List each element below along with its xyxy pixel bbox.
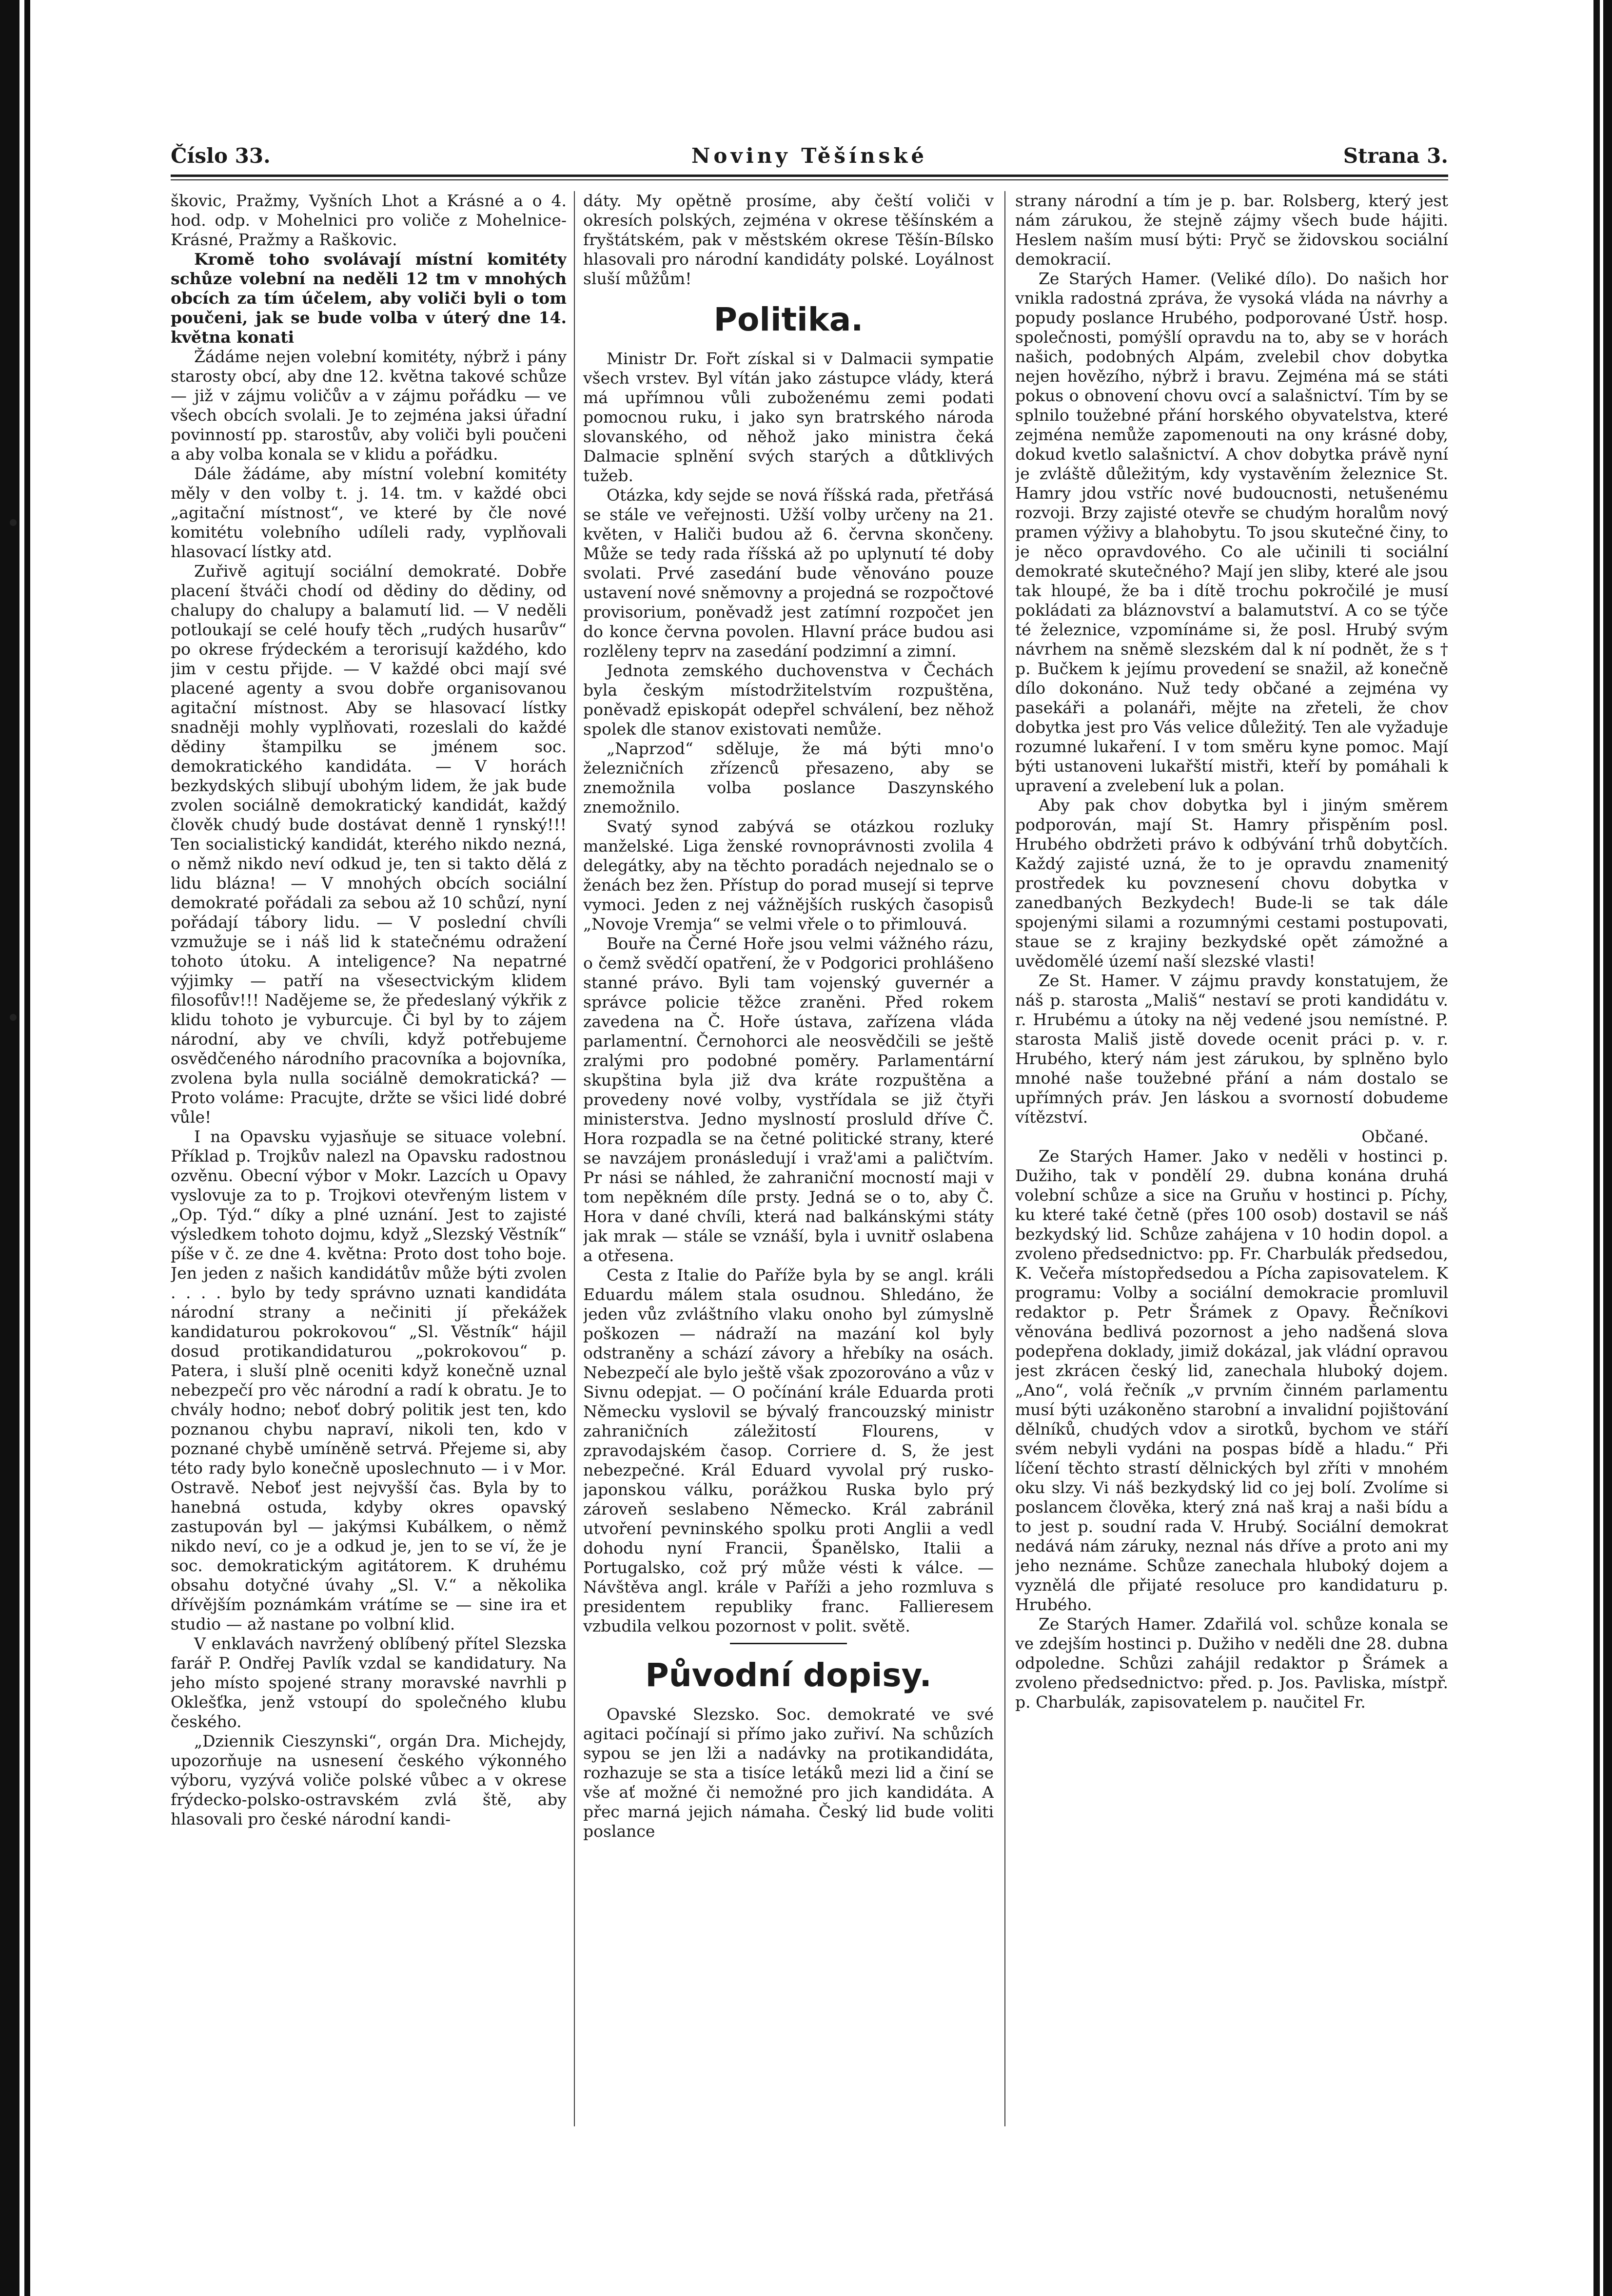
paragraph: I na Opavsku vyjasňuje se situace volební. Příklad p. Trojkův nalezl na Opavsku radostnou ozvěnu. Obecní výbor v Mokr. Lazcích u Opavy vyslovuje za to p. Trojkovi otevřeným listem v „Op. Týd.“ díky a plné uznání. Jest to zajisté výsledkem tohoto dojmu, když „Slezský Věstník“ píše v č. ze dne 4. května: Proto dost toho boje. Jen jeden z našich kandidátův může býti zvolen . . . . bylo by tedy správno uznati kandidáta národní strany a nečiniti jí překážek kandidaturou pokrokovou“ „Sl. Věstník“ hájil dosud protikandidaturou „pokrokovou“ p. Patera, i sluší plně oceniti když konečně uznal nebezpečí pro věc národní a radí k obratu. Je to chvály hodno; neboť dobrý politik jest ten, kdo poznanou chybu napraví, nikoli ten, kdo v poznané chybě umíněně setrvá. Přejeme si, aby této rady bylo konečně uposlechnuto — i v Mor. Ostravě. Neboť jest nejvyšší čas. Byla by to hanebná ostuda, kdyby okres opavský zastupován byl — jakýmsi Kubálkem, o němž nikdo neví, co je a odkud je, jen to se ví, že je soc. demokratickým agitátorem. K druhému obsahu dotyčné úvahy „Sl. V.“ a několika dřívějším poznámkám vrátíme se — sine ira et studio — až nastane po volbní klid. — [171, 1127, 567, 1634]
paragraph: Svatý synod zabývá se otázkou rozluky manželské. Liga ženské rovnoprávnosti zvolila 4 delegátky, aby na těchto poradách nejednalo se o ženách bez žen. Přístup do porad musejí si teprve vymoci. Jeden z nej vážnějších ruských časopisů „Novoje Vremja“ se velmi vřele o to přimlouvá. — [583, 817, 994, 934]
paragraph: Dále žádáme, aby místní volební komitéty měly v den volby t. j. 14. tm. v každé obci „agitační místnost“, ve které by čle nové komitétu volebního udíleli rady, vyplňovali hlasovací lístky atd. — [171, 464, 567, 561]
paragraph: Kromě toho svolávají místní komitéty schůze volební na neděli 12 tm v mnohých obcích za tím účelem, aby voliči byli o tom poučeni, jak se bude volba v úterý dne 14. května konati — [171, 250, 567, 347]
column-divider — [1004, 191, 1005, 2126]
header-rule-thin — [171, 179, 1448, 180]
scan-speck — [10, 519, 17, 526]
scan-left-edge-gap — [20, 0, 24, 2296]
paragraph: Ze St. Hamer. V zájmu pravdy konstatujem, že náš p. starosta „Mališ“ nestaví se proti kandidátu v. r. Hrubému a útoky na něj vedené jsou nemístné. P. starosta Mališ jistě dovede ocenit práci p. v. r. Hrubého, který nám jest zárukou, by splněno bylo mnohé naše toužebné přání a nám dostalo se upřímných práv. Jen láskou a svorností dobudeme vítězství. — [1015, 971, 1448, 1127]
section-title: Politika. — [713, 301, 864, 338]
paragraph: Jednota zemského duchovenstva v Čechách byla českým místodržitelstvím rozpuštěna, poněvadž episkopát odepřel schválení, bez něhož spolek dle stanov existovati nemůže. — [583, 661, 994, 739]
scan-speck — [10, 1014, 17, 1021]
paragraph: V enklavách navržený oblíbený přítel Slezska farář P. Ondřej Pavlík vzdal se kandidatury. Na jeho místo spojené strany moravské navrhli p Oklešťka, jenž vstoupí do společného klubu českého. — [171, 1634, 567, 1731]
issue-number: Číslo 33. — [171, 144, 271, 168]
section-heading-politika — [583, 301, 994, 338]
paragraph: Žádáme nejen volební komitéty, nýbrž i pány starosty obcí, aby dne 12. května takové schůze — již v zájmu voličův a v zájmu pořádku — ve všech obcích svolali. Je to zejména jaksi úřadní povinností pp. starostův, aby voliči byli poučeni a aby volba konala se v klidu a pořádku. — [171, 347, 567, 464]
paragraph: Cesta z Italie do Paříže byla by se angl. králi Eduardu málem stala osudnou. Shledáno, že jeden vůz zvláštního vlaku onoho byl zúmyslně poškozen — nádraží na mazání kol byly odstraněny a schází závory a hřebíky na osách. Nebezpečí ale bylo ještě však zpozorováno a vůz v Sivnu odepjat. — O počínání krále Eduarda proti Německu vyslovil se bývalý francouzský ministr zahraničních záležitostí Flourens, v zpravodajském časop. Corriere d. S, že jest nebezpečné. Král Eduard vyvolal prý rusko-japonskou válku, porážkou Ruska bylo prý zároveň seslabeno Německo. Král zabránil utvoření pevninského spolku proti Anglii a vedl dohodu nyní Francii, Španělsko, Italii a Portugalsko, což prý může vésti k válce. — Návštěva angl. krále v Paříži a jeho rozmluva s presidentem republiky franc. Fallieresem vzbudila velkou pozornost v polit. světě. — [583, 1265, 994, 1635]
header-rule — [171, 175, 1448, 177]
paragraph: škovic, Pražmy, Vyšních Lhot a Krásné a o 4. hod. odp. v Mohelnici pro voliče z Mohelnice-Krásné, Pražmy a Raškovic. — [171, 191, 567, 249]
scan-right-edge-gap — [1600, 0, 1603, 2296]
paragraph: Aby pak chov dobytka byl i jiným směrem podporován, mají St. Hamry přispěním posl. Hrubého obdržeti právo k odbývání trhů dobytčích. Každý zajisté uzná, že to je opravdu znamenitý prostředek ku povznesení chovu dobytka v zanedbaných Bezkydech! Bude-li se tak dále spojenými silami a rozumnými cestami postupovati, staue se z krajiny bezkydské opět zámožné a uvědomělé území naší slezské vlasti! — [1015, 796, 1448, 971]
column-1 — [171, 191, 567, 2126]
page-header — [171, 142, 1448, 172]
paragraph: Ze Starých Hamer. (Veliké dílo). Do našich hor vnikla radostná zpráva, že vysoká vláda na návrhy a popudy poslance Hrubého, podporované Ústř. hosp. společnosti, pomýšlí opravdu na to, aby se v horách našich, podobných Alpám, zvelebil chov dobytka nejen hovězího, nýbrž i bravu. Zejména má se státi pokus o obnovení chovu ovcí a salašnictví. Tím by se splnilo toužebné přání horského obyvatelstva, které zejména nemůže zapomenouti na ony krásné doby, dokud kvetlo salašnictví. A chov dobytka právě nyní je zvláště důležitým, kdy vystavěním železnice St. Hamry jdou vstříc nové budoucnosti, netušenému rozvoji. Brzy zajisté otevře se chudým horalům nový pramen výživy a blahobytu. To jsou skutečné činy, to je něco opravdového. Co ale učinili ti sociální demokraté skutečného? Mají jen sliby, které ale jsou tak hloupé, že ba i dítě trochu pokročilé je musí pokládati za bláznovství a balamutství. A co se týče té železnice, vzpomínáme si, že posl. Hrubý svým návrhem na sněmě slezském dal k ní podnět, že s † p. Bučkem k jejímu provedení se snažil, až konečně dílo dokonáno. Nuž tedy občané a zejména vy pasekáři a polanáři, mějte na zřeteli, že chov dobytka jest pro Vás velice důležitý. Ten ale vyžaduje rozumné lukaření. I v tom směru kyne pomoc. Mají býti ustanoveni lukařští mistři, kteří by pomáhali k upravení a zvelebení luk a polan. — [1015, 269, 1448, 795]
paragraph: Ze Starých Hamer. Jako v neděli v hostinci p. Dužiho, tak v pondělí 29. dubna konána druhá volební schůze a sice na Gruňu v hostinci p. Píchy, ku které také četně (přes 100 osob) dostavil se náš bezkydský lid. Schůze zahájena v 10 hodin dopol. a zvoleno předsednictvo: pp. Fr. Charbulák předsedou, K. Večeřa místopředsedou a Pícha zapisovatelem. K programu: Volby a sociální demokracie promluvil redaktor p. Petr Šrámek z Opavy. Řečníkovi věnována bedlivá pozornost a jeho nadšená slova podepřena doklady, jimiž dokázal, jak vládní opravou jest zkrácen český lid, zanechala hluboký dojem. „Ano“, volá řečník „v prvním činném parlamentu musí býti uzákoněno starobní a invalidní pojištování dělníků, chudých vdov a sirotků, bychom ve stáří svém nebyli vydáni na pospas bídě a hladu.“ Při líčení těchto strastí dělnických byl zříti v mnohém oku slzy. Vi náš bezkydský lid co jej bolí. Zvolíme si poslancem člověka, který zná naš kraj a naši bídu a to jest p. soudní rada V. Hrubý. Sociální demokrat nedává nám záruky, neznal nás dříve a proto ani my jeho neznáme. Schůze zanechala hluboký dojem a vyznělá dle přijaté resoluce pro kandidaturu p. Hrubého. — [1015, 1147, 1448, 1614]
paragraph: Opavské Slezsko. Soc. demokraté ve své agitaci počínají si přímo jako zuřiví. Na schůzích sypou se jen lži a nadávky na protikandidáta, rozhazuje se sta a tisíce letáků mezi lid a činí se vše ať možné či nemožné pro jich kandidáta. A přec marná jejich námaha. Český lid bude voliti poslance — [583, 1705, 994, 1841]
page-number: Strana 3. — [1343, 144, 1448, 168]
newspaper-title: Noviny Těšínské — [691, 144, 928, 168]
column-divider — [574, 191, 575, 2126]
scan-left-edge — [0, 0, 30, 2296]
paragraph: Bouře na Černé Hoře jsou velmi vážného rázu, o čemž svědčí opatření, že v Podgorici prohlášeno stanné právo. Byli tam vojenský guvernér a správce policie těžce zraněni. Před rokem zavedena na Č. Hoře ústava, zařízena vláda parlamentní. Černohorci ale neosvědčili se ještě zralými pro podobné poměry. Parlamentární skupština byla již dva kráte rozpuštěna a provedeny nové volby, vystřídala se již čtyři ministerstva. Jedno myslností prosluld dříve Č. Hora rozpadla se na četné politické strany, které se navzájem pronásledují i vraž'ami a paličtvím. Pr nási se náhled, že zahraniční mocností maji v tom nepěkném díle prsty. Jedná se o to, aby Č. Hora v dané chvíli, která nad balkánskými státy jak mrak — stále se vznáší, byla i uvnitř oslabena a otřesena. — [583, 934, 994, 1265]
column-2 — [583, 191, 994, 2126]
column-3 — [1015, 191, 1448, 2126]
signature: Občané. — [1361, 1127, 1429, 1146]
paragraph: Ministr Dr. Fořt získal si v Dalmacii sympatie všech vrstev. Byl vítán jako zástupce vlády, která má upřímnou vůli zuboženému zemi podati pomocnou ruku, i jako syn bratrského národa slovanského, od něhož jako ministra čeká Dalmacie splnění svých starých a důtklivých tužeb. — [583, 349, 994, 485]
paragraph: dáty. My opětně prosíme, aby čeští voliči v okresích polských, zejména v okrese těšínském a fryštátském, pak v městském okrese Těšín-Bílsko hlasovali pro národní kandidáty polské. Loyálnost sluší můžům! — [583, 191, 994, 288]
paragraph: „Naprzod“ sděluje, že má býti mno'o železničních zřízenců přesazeno, aby se znemožnila volba poslance Daszynského znemožnilo. — [583, 739, 994, 817]
section-title: Původní dopisy. — [645, 1656, 932, 1694]
paragraph: Otázka, kdy sejde se nová říšská rada, přetřásá se stále ve veřejnosti. Užší volby určeny na 21. květen, v Haliči budou až 6. června skončeny. Může se tedy rada říšská až po uplynutí té doby svolati. Prvé zasedání bude věnováno pouze ustavení nové sněmovny a projedná se rozpočtové provisorium, poněvadž jest zatímní rozpočet jen do konce června povolen. Hlavní práce budou asi rozlěleny teprv na zasedání podzimní a zimní. — [583, 486, 994, 661]
paragraph: Ze Starých Hamer. Zdařilá vol. schůze konala se ve zdejším hostinci p. Dužiho v neděli dne 28. dubna odpoledne. Schůzi zahájil redaktor p Šrámek a zvoleno předsednictvo: před. p. Jos. Pavliska, místpř. p. Charbulák, zapisovatelem p. naučitel Fr. — [1015, 1615, 1448, 1712]
paragraph: Zuřivě agitují sociální demokraté. Dobře placení štváči chodí od dědiny do dědiny, od chalupy do chalupy a balamutí lid. — V neděli potloukají se celé houfy těch „rudých husarův“ po okrese frýdeckém a terorisují každého, kdo jim v cestu přijde. — V každé obci mají své placené agenty a svou dobře organisovanou agitační místnost. Aby se hlasovací lístky snadněji mohly vyplňovati, rozeslali do každé dědiny štampilku se jménem soc. demokratického kandidáta. — V horách bezkydských slibují ubohým lidem, že jak bude zvolen sociálně demokratický kandidát, každý člověk chudý bude dostávat denně 1 rynský!!! Ten socialistický kandidát, kterého nikdo nezná, o němž nikdo neví odkud je, ten si takto dělá z lidu blázna! — V mnohých obcích sociální demokraté pořádali za sebou až 10 schůzí, nyní pořádají tábory lidu. — V poslední chvíli vzmužuje se i náš lid k statečnému odražení tohoto útoku. A inteligence? Na nepatrné výjimky — patří na všesectvickým klidem filosofův!!! Nadějeme se, že předeslaný výkřik z klidu tohoto je vyburcuje. Či byl by to zájem národní, aby ve chvíli, když potřebujeme osvědčeného národního pracovníka a bojovníka, zvolena byla nulla sociálně demokratická? — Proto voláme: Pracujte, držte se všici lidé dobré vůle! — [171, 562, 567, 1127]
section-rule — [730, 1643, 847, 1644]
section-heading-puvodni-dopisy — [583, 1657, 994, 1694]
paragraph: „Dziennik Cieszynski“, orgán Dra. Michejdy, upozorňuje na usnesení českého výkonného výboru, vyzývá voliče polské vůbec a v okrese frýdecko-polsko-ostravském zvlá ště, aby hlasovali pro české národní kandi- — [171, 1732, 567, 1829]
paragraph: strany národní a tím je p. bar. Rolsberg, který jest nám zárukou, že stejně zájmy všech bude hájiti. Heslem naším musí býti: Pryč se židovskou sociální demokracií. — [1015, 191, 1448, 269]
